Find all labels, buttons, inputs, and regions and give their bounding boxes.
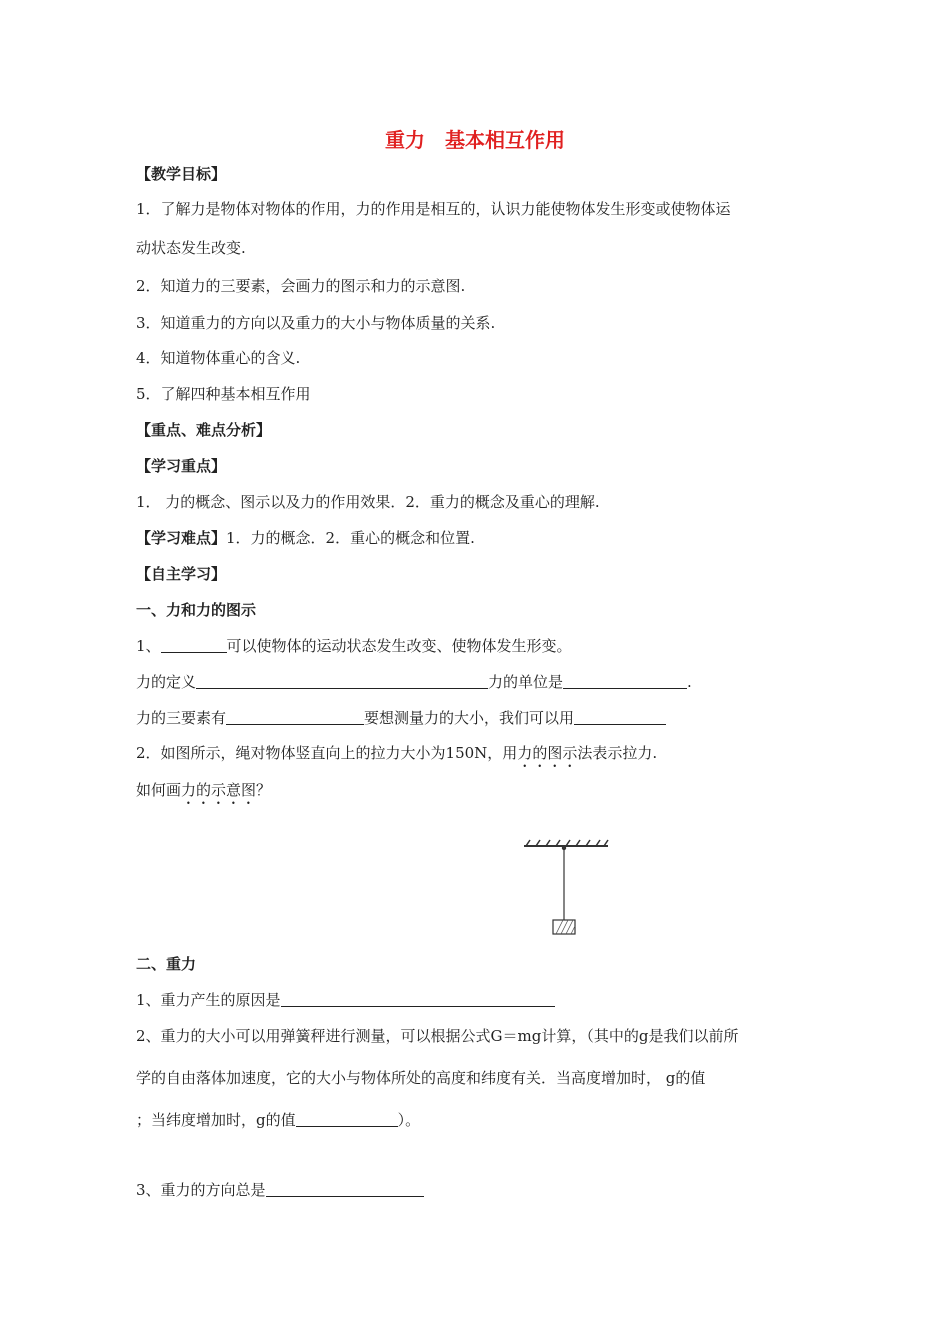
gravity-q2-prefix: ；当纬度增加时，g的值 (136, 1111, 296, 1129)
gravity-question-2-line-2: 学的自由落体加速度，它的大小与物体所处的高度和纬度有关．当高度增加时， g的值 (136, 1069, 706, 1087)
answer-blank-latitude[interactable] (296, 1110, 398, 1127)
section2-heading: 二、重力 (136, 955, 197, 973)
gravity-q3-text: 3、重力的方向总是 (136, 1181, 266, 1199)
gravity-question-2-line-3 (136, 1110, 420, 1130)
force-definition-line (136, 672, 692, 692)
key-points-text: 1． 力的概念、图示以及力的作用效果．2．重力的概念及重心的理解. (136, 493, 600, 511)
force-question-2 (136, 743, 657, 771)
q2-suffix: 法表示拉力. (577, 744, 658, 762)
q3-suffix: ？ (256, 781, 272, 799)
gravity-q2-suffix: ）。 (397, 1111, 421, 1129)
answer-blank-gravity-cause[interactable] (281, 990, 555, 1007)
page-title: 重力 基本相互作用 (385, 128, 565, 152)
difficulties-line (136, 528, 475, 548)
q2-emphasis: 力的图示 (517, 744, 578, 762)
definition-label: 力的定义 (136, 673, 197, 691)
q3-prefix: 如何画 (136, 781, 182, 799)
three-elements-line (136, 708, 666, 728)
hanging-mass-diagram (518, 838, 614, 942)
answer-blank-force[interactable] (161, 636, 227, 653)
objective-5: 5．了解四种基本相互作用 (136, 385, 311, 403)
gravity-question-2-line-1: 2、重力的大小可以用弹簧秤进行测量，可以根据公式G＝mg计算，（其中的g是我们以前所 (136, 1027, 739, 1045)
objective-1-line-2: 动状态发生改变. (136, 239, 246, 257)
answer-blank-measure[interactable] (574, 708, 666, 725)
unit-end: . (687, 673, 692, 691)
objectives-heading: 【教学目标】 (136, 165, 227, 183)
q2-prefix: 2．如图所示，绳对物体竖直向上的拉力大小为150N，用 (136, 744, 518, 762)
analysis-heading: 【重点、难点分析】 (136, 421, 272, 439)
measure-label: 要想测量力的大小，我们可以用 (364, 709, 575, 727)
q3-emphasis: 力的示意图 (181, 781, 257, 799)
section1-heading: 一、力和力的图示 (136, 601, 257, 619)
difficulties-heading: 【学习难点】 (136, 529, 227, 547)
q1-prefix: 1、 (136, 637, 161, 655)
objective-3: 3．知道重力的方向以及重力的大小与物体质量的关系. (136, 314, 496, 332)
gravity-question-1 (136, 990, 555, 1010)
answer-blank-unit[interactable] (563, 672, 687, 689)
answer-blank-three-elements[interactable] (226, 708, 364, 725)
difficulties-text: 1．力的概念．2．重心的概念和位置. (226, 529, 475, 547)
gravity-q1-text: 1、重力产生的原因是 (136, 991, 281, 1009)
objective-1-line-1: 1．了解力是物体对物体的作用，力的作用是相互的，认识力能使物体发生形变或使物体运 (136, 200, 731, 218)
q1-suffix: 可以使物体的运动状态发生改变、使物体发生形变。 (226, 637, 572, 655)
three-elements-label: 力的三要素有 (136, 709, 227, 727)
gravity-question-3 (136, 1180, 424, 1200)
force-question-3 (136, 780, 271, 808)
objective-4: 4．知道物体重心的含义. (136, 349, 301, 367)
key-points-heading: 【学习重点】 (136, 457, 227, 475)
unit-label: 力的单位是 (488, 673, 564, 691)
answer-blank-definition[interactable] (196, 672, 488, 689)
objective-2: 2．知道力的三要素，会画力的图示和力的示意图. (136, 277, 466, 295)
force-question-1 (136, 636, 572, 656)
answer-blank-direction[interactable] (266, 1180, 424, 1197)
self-study-heading: 【自主学习】 (136, 565, 227, 583)
